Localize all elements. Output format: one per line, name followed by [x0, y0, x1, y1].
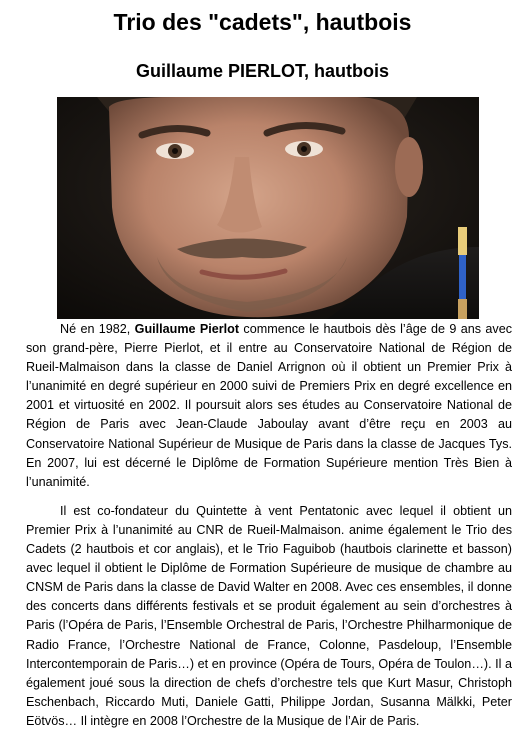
paragraph-lead: Né en 1982,: [60, 322, 135, 336]
biography-text: [26, 320, 512, 731]
portrait-photo: [57, 97, 479, 319]
biography-paragraph-1: [26, 320, 512, 492]
document-subtitle: Guillaume PIERLOT, hautbois: [135, 61, 390, 81]
musician-name: Guillaume Pierlot: [134, 322, 240, 336]
biography-paragraph-2: Il est co-fondateur du Quintette à vent Pentatonic avec lequel il obtient un Premier Prix à l’unanimité au CNR de Rueil-Malmaison. anime également le Trio des Cadets (2 hautbois et cor anglais), et le Trio Faguibob (hautbois clarinette et basson) avec lequel il obtient le Diplôme de Formation Supérieure de musique de chambre au CNSM de Paris dans la classe de David Walter en 2008. Avec ces ensembles, il donne des concerts dans différents festivals et se produit également au sein d’orchestres à Paris (l’Opéra de Paris, l’Ensemble Orchestral de Paris, l’Orchestre Philharmonique de Radio France, l’Orchestre National de France, Colonne, Pasdeloup, l’Ensemble Intercontemporain de Paris…) et en province (Opéra de Tours, Opéra de Toulon…). Il a également joué sous la direction de chefs d’orchestre tels que Kurt Masur, Christoph Eschenbach, Riccardo Muti, Daniele Gatti, Philippe Jordan, Susanna Mälkki, Peter Eötvös… Il intègre en 2008 l’Orchestre de la Musique de l’Air de Paris.: [26, 503, 512, 728]
paragraph-body: commence le hautbois dès l’âge de 9 ans avec son grand-père, Pierre Pierlot, et il entre au Conservatoire National de Région de Rueil-Malmaison dans la classe de Daniel Arrignon où il obtient un Premier Prix à l’unanimité en degré supérieur en 2000 suivi de Premiers Prix en degré excellence en 2001 et virtuosité en 2002. Il poursuit alors ses études au Conservatoire National de Région de Paris avec Jean-Claude Jaboulay avant d’être reçu en 2003 au Conservatoire National Supérieur de Musique de Paris dans la classe de Jacques Tys. En 2007, lui est décerné le Diplôme de Formation Supérieure mention Très Bien à l’unanimité.: [26, 322, 512, 489]
document-title: Trio des "cadets", hautbois: [113, 9, 412, 35]
